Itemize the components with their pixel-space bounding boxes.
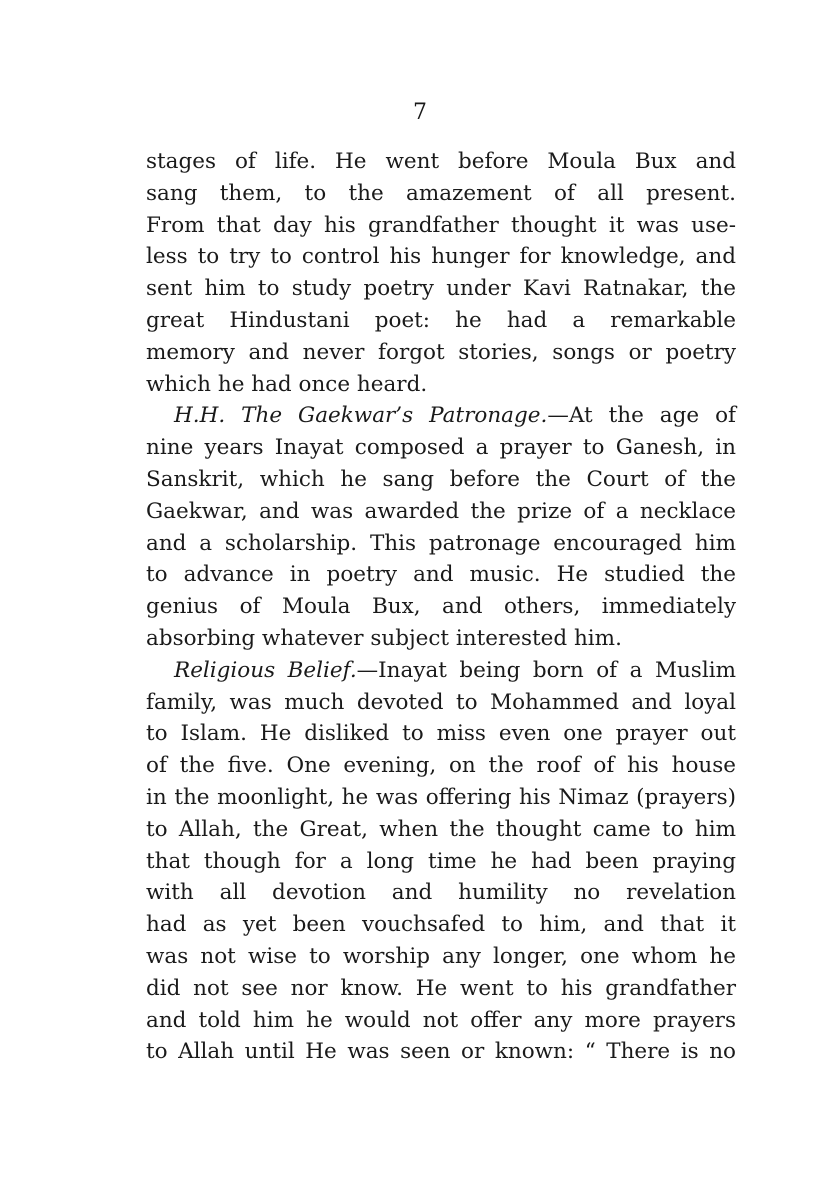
text-line: of the five. One evening, on the roof of his house [146, 753, 736, 779]
text-line: sang them, to the amazement of all present. [146, 180, 736, 206]
text-line: to Islam. He disliked to miss even one prayer out [146, 721, 736, 747]
text-line: in the moonlight, he was offering his Nimaz (prayers) [146, 784, 736, 810]
text-line: was not wise to worship any longer, one whom he [146, 943, 736, 969]
text-line: and a scholarship. This patronage encouraged him [146, 530, 736, 556]
text-line: nine years Inayat composed a prayer to Ganesh, in [146, 435, 736, 461]
paragraph-gaekwar-patronage [146, 400, 736, 654]
paragraph-religious-belief [146, 655, 736, 1068]
text-line-with-heading [146, 400, 736, 432]
text-line: Gaekwar, and was awarded the prize of a necklace [146, 498, 736, 524]
section-heading-religious-belief: Religious Belief. [174, 657, 357, 683]
text-line: family, was much devoted to Mohammed and loyal [146, 689, 736, 715]
paragraph-childhood [146, 146, 736, 400]
text-line-with-heading [146, 655, 736, 687]
text-line: that though for a long time he had been praying [146, 848, 736, 874]
text-line: to Allah, the Great, when the thought came to him [146, 816, 736, 842]
page-number: 7 [413, 100, 427, 125]
text-line: memory and never forgot stories, songs or poetry [146, 339, 736, 365]
text-line: did not see nor know. He went to his grandfather [146, 975, 736, 1001]
text-line: had as yet been vouchsafed to him, and that it [146, 912, 736, 938]
text-line: absorbing whatever subject interested him. [146, 625, 622, 651]
text-line: which he had once heard. [146, 371, 428, 397]
text-line: to Allah until He was seen or known: “ There is no [146, 1039, 736, 1065]
text-line: to advance in poetry and music. He studied the [146, 562, 736, 588]
text-line: less to try to control his hunger for knowledge, and [146, 244, 736, 270]
body-text [146, 146, 736, 1068]
text-line: great Hindustani poet: he had a remarkable [146, 307, 736, 333]
text-line: genius of Moula Bux, and others, immediately [146, 594, 736, 620]
text-line: From that day his grandfather thought it was use- [146, 212, 736, 238]
text-line: Sanskrit, which he sang before the Court of the [146, 466, 736, 492]
text-line: sent him to study poetry under Kavi Ratnakar, the [146, 276, 736, 302]
heading-line-rest: —Inayat being born of a Muslim [356, 657, 736, 683]
heading-line-rest: —At the age of [547, 403, 736, 429]
text-line: stages of life. He went before Moula Bux and [146, 149, 736, 174]
section-heading-gaekwar: H.H. The Gaekwar’s Patronage. [174, 403, 548, 429]
text-line: with all devotion and humility no revelation [146, 880, 736, 906]
text-line: and told him he would not offer any more prayers [146, 1007, 736, 1033]
